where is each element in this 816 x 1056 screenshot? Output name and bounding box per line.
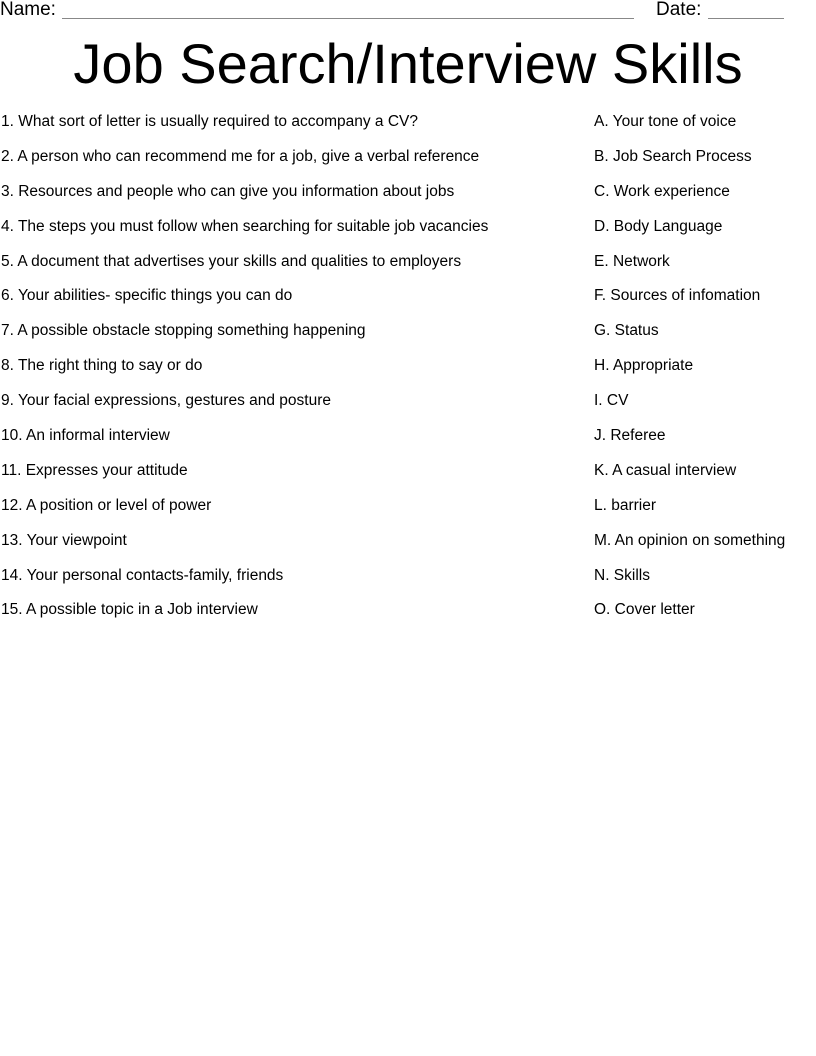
name-blank-line [62, 18, 634, 19]
clue-item: 14. Your personal contacts-family, friends [1, 566, 284, 584]
answer-item: G. Status [594, 322, 659, 340]
clue-item: 2. A person who can recommend me for a job, give a verbal reference [1, 147, 480, 165]
answer-item: K. A casual interview [594, 461, 737, 479]
clue-item: 11. Expresses your attitude [1, 461, 188, 479]
answer-item: O. Cover letter [594, 601, 695, 619]
answer-item: B. Job Search Process [594, 147, 752, 165]
answer-item: A. Your tone of voice [594, 113, 737, 130]
clue-item: 7. A possible obstacle stopping something happening [1, 322, 366, 340]
clue-item: 5. A document that advertises your skills and qualities to employers [1, 252, 462, 270]
answer-item: L. barrier [594, 496, 657, 514]
answer-item: M. An opinion on something [594, 531, 786, 549]
clue-item: 15. A possible topic in a Job interview [1, 601, 258, 619]
clue-item: 9. Your facial expressions, gestures and posture [1, 392, 332, 410]
clue-item: 13. Your viewpoint [1, 531, 127, 549]
answer-item: F. Sources of infomation [594, 287, 761, 305]
worksheet-header [0, 0, 816, 24]
name-label: Name: [0, 0, 56, 20]
answer-item: I. CV [594, 392, 629, 410]
answer-item: H. Appropriate [594, 357, 694, 375]
clue-list [1, 112, 581, 635]
clue-item: 1. What sort of letter is usually required to accompany a CV? [1, 113, 418, 130]
clue-item: 6. Your abilities- specific things you can do [1, 287, 293, 305]
clue-item: 8. The right thing to say or do [1, 357, 203, 375]
answer-item: C. Work experience [594, 182, 730, 200]
clue-item: 4. The steps you must follow when searching for suitable job vacancies [1, 217, 489, 235]
date-blank-line [708, 18, 784, 19]
answer-item: D. Body Language [594, 217, 723, 235]
page-title: Job Search/Interview Skills [73, 32, 743, 95]
answer-item: E. Network [594, 252, 670, 270]
clue-item: 10. An informal interview [1, 427, 170, 445]
clue-item: 3. Resources and people who can give you information about jobs [1, 182, 455, 200]
answer-list [594, 112, 814, 635]
answer-item: N. Skills [594, 566, 650, 584]
answer-item: J. Referee [594, 427, 666, 445]
date-label: Date: [656, 0, 702, 20]
clue-item: 12. A position or level of power [1, 496, 212, 514]
